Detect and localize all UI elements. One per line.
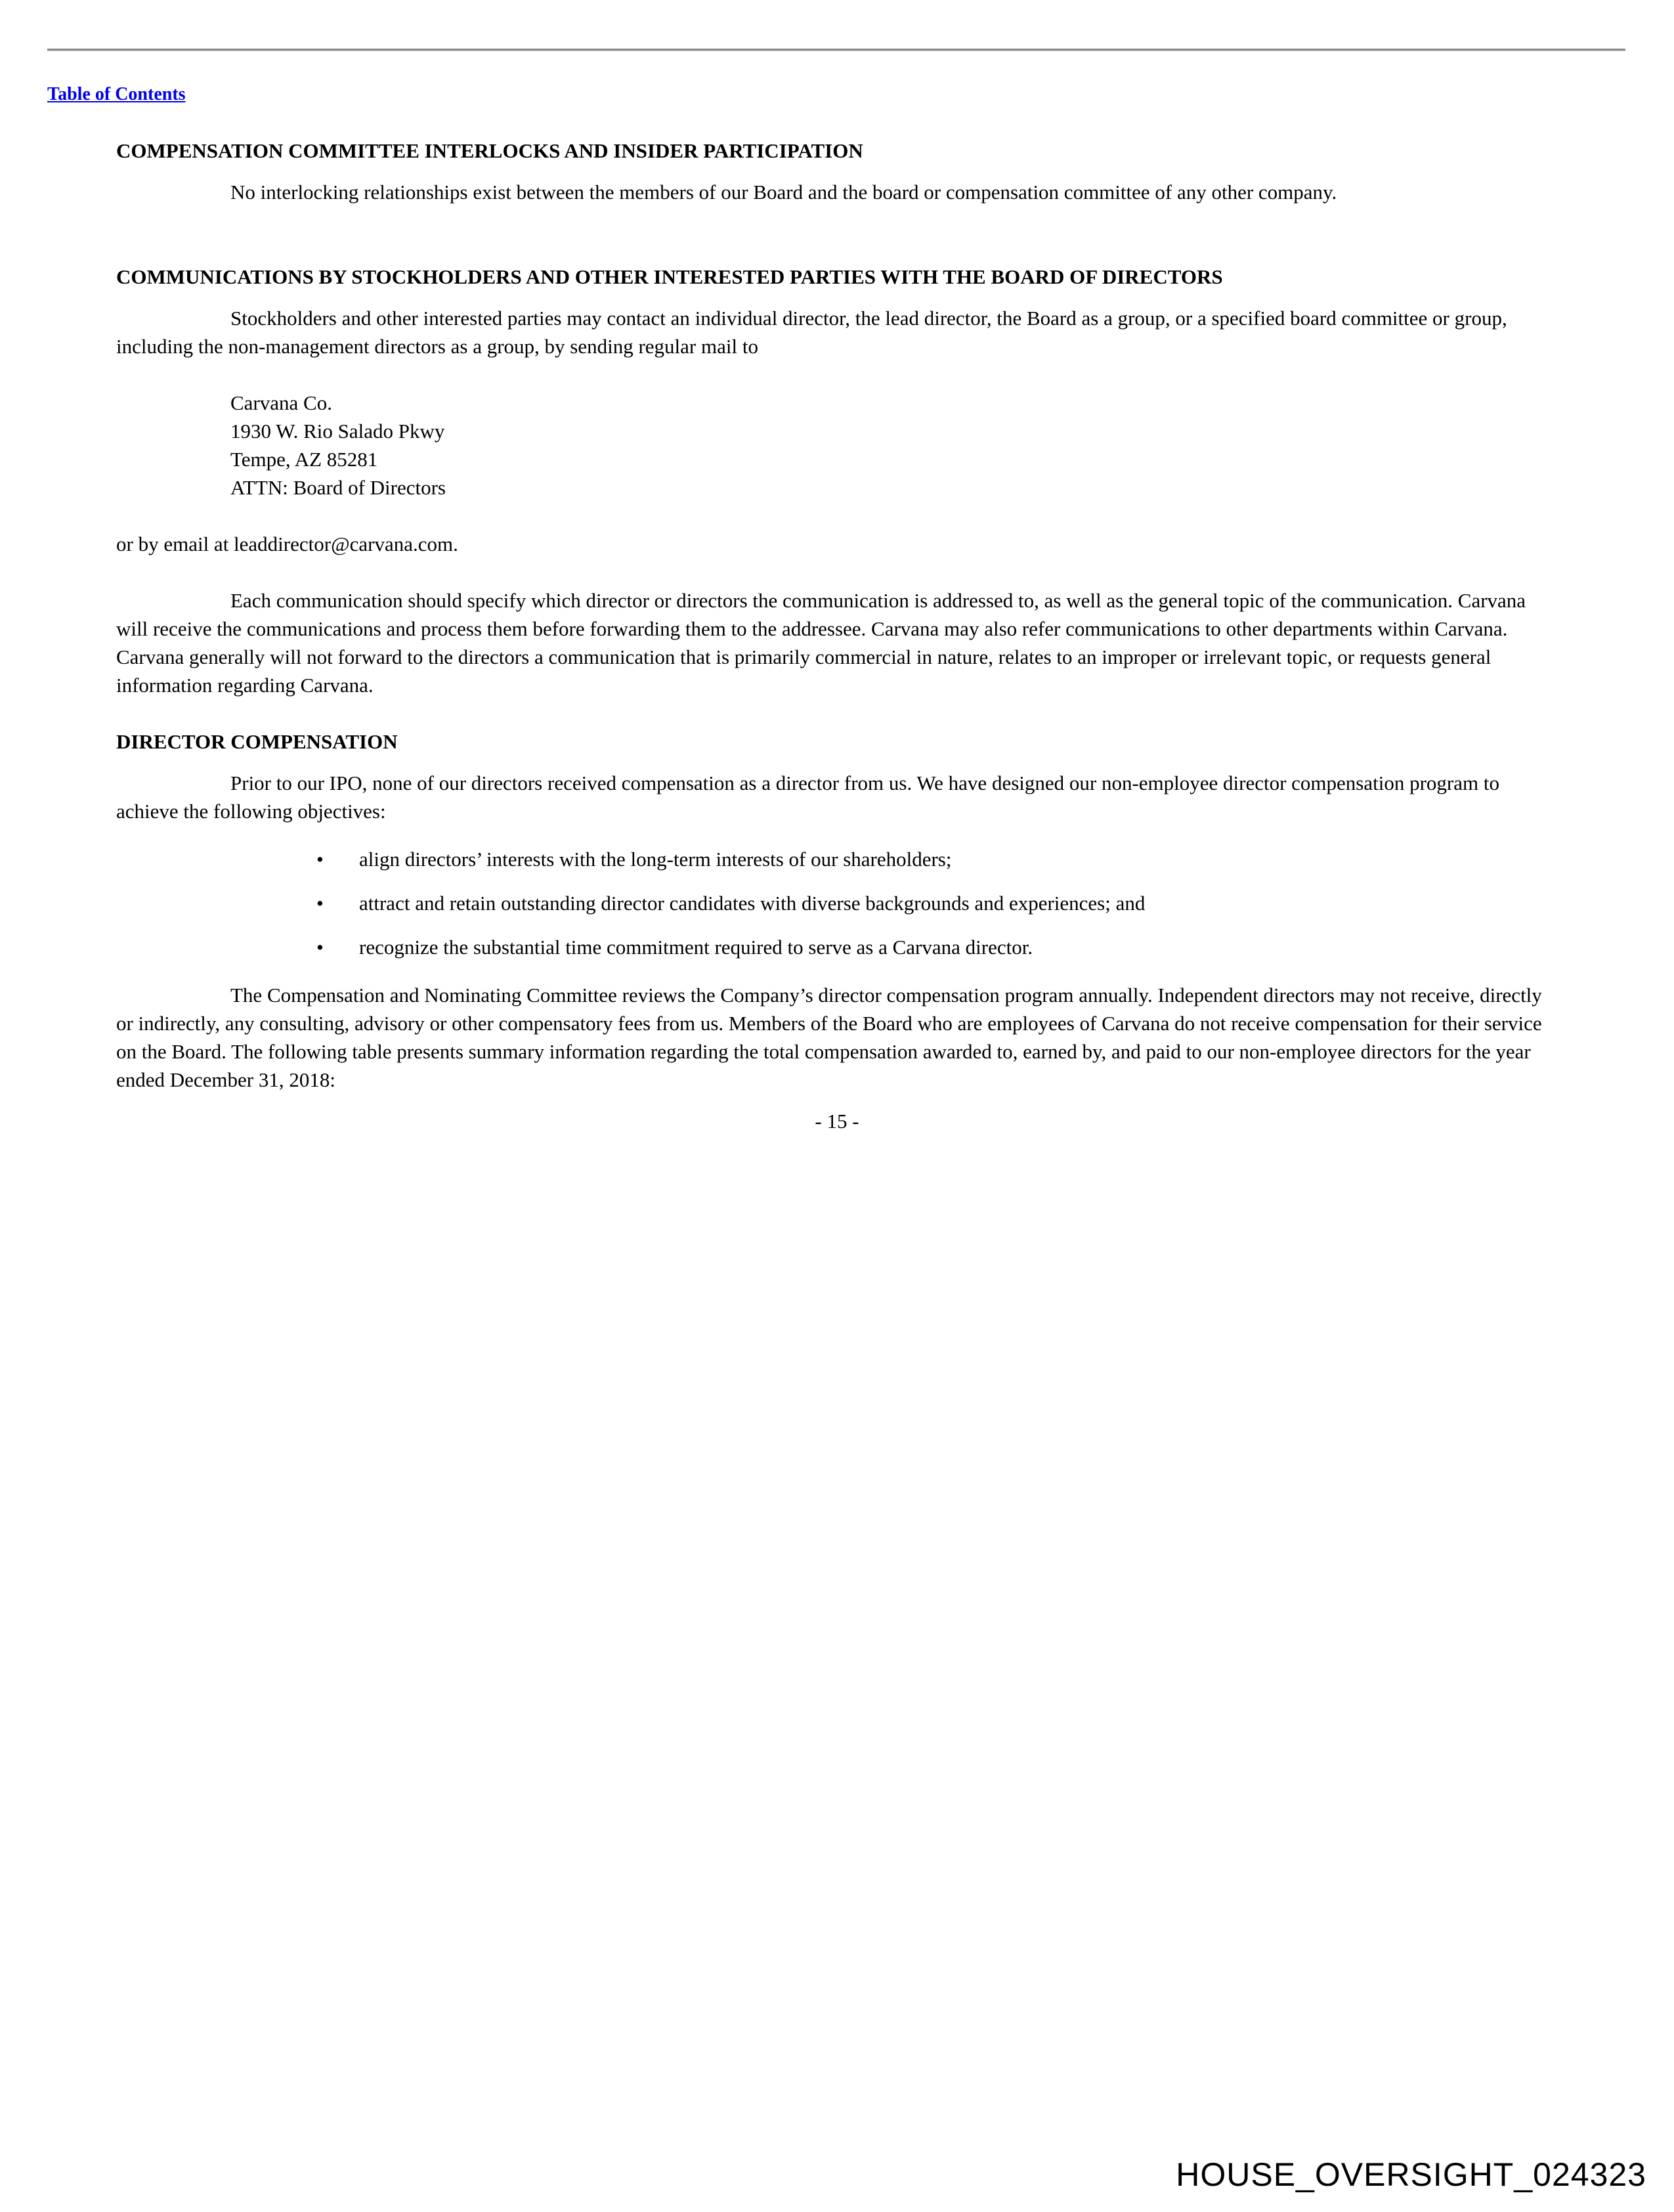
objective-text: recognize the substantial time commitment required to serve as a Carvana director. — [359, 936, 1033, 959]
director-compensation-intro: Prior to our IPO, none of our directors received compensation as a director from us. We have designed our non-employee director compensation program to achieve the following objectives: — [116, 771, 1499, 823]
objective-text: align directors’ interests with the long-term interests of our shareholders; — [359, 848, 952, 871]
bates-number: HOUSE_OVERSIGHT_024323 — [1176, 2156, 1646, 2193]
objective-text: attract and retain outstanding director candidates with diverse backgrounds and experiences; and — [359, 892, 1146, 915]
communications-heading: COMMUNICATIONS BY STOCKHOLDERS AND OTHER INTERESTED PARTIES WITH THE BOARD OF DIRECTORS — [116, 265, 1223, 288]
list-item — [116, 889, 1547, 917]
address-line-street: 1930 W. Rio Salado Pkwy — [230, 420, 445, 443]
address-line-city: Tempe, AZ 85281 — [230, 448, 378, 471]
list-item — [116, 845, 1547, 873]
bullet-icon: • — [316, 892, 324, 915]
email-line: or by email at leaddirector@carvana.com. — [116, 532, 458, 555]
address-line-attention: ATTN: Board of Directors — [230, 476, 446, 499]
document-body — [116, 137, 1547, 1122]
table-of-contents-link[interactable]: Table of Contents — [47, 84, 186, 104]
bullet-icon: • — [316, 936, 324, 959]
communications-paragraph-2: Each communication should specify which director or directors the communication is addressed to, as well as the general topic of the communication. Carvana will receive the communications and process them before forwarding them to the addressee. Carvana may also refer communications to other departments within Carvana. Carvana generally will not forward to the directors a communication that is primarily commercial in nature, relates to an improper or irrelevant topic, or requests general information regarding Carvana. — [116, 589, 1526, 697]
director-compensation-heading: DIRECTOR COMPENSATION — [116, 730, 398, 753]
director-compensation-paragraph-2: The Compensation and Nominating Committee reviews the Company’s director compensation program annually. Independent directors may not receive, directly or indirectly, any consulting, advisory or other compensatory fees from us. Members of the Board who are employees of Carvana do not receive compensation for their service on the Board. The following table presents summary information regarding the total compensation awarded to, earned by, and paid to our non-employee directors for the year ended December 31, 2018: — [116, 984, 1542, 1091]
list-item — [116, 933, 1547, 961]
section-spacer — [116, 234, 1547, 263]
objectives-list — [116, 845, 1547, 961]
page-number: - 15 - — [815, 1110, 859, 1133]
communications-intro: Stockholders and other interested parties may contact an individual director, the lead director, the Board as a group, or a specified board committee or group, including the non-management directors as a group, by sending regular mail to — [116, 307, 1507, 358]
top-divider — [47, 49, 1625, 51]
interlocks-heading: COMPENSATION COMMITTEE INTERLOCKS AND INSIDER PARTICIPATION — [116, 139, 863, 162]
address-line-company: Carvana Co. — [230, 391, 332, 414]
bullet-icon: • — [316, 848, 324, 871]
interlocks-paragraph: No interlocking relationships exist between the members of our Board and the board or compensation committee of any other company. — [230, 181, 1337, 204]
mailing-address — [230, 389, 1547, 502]
